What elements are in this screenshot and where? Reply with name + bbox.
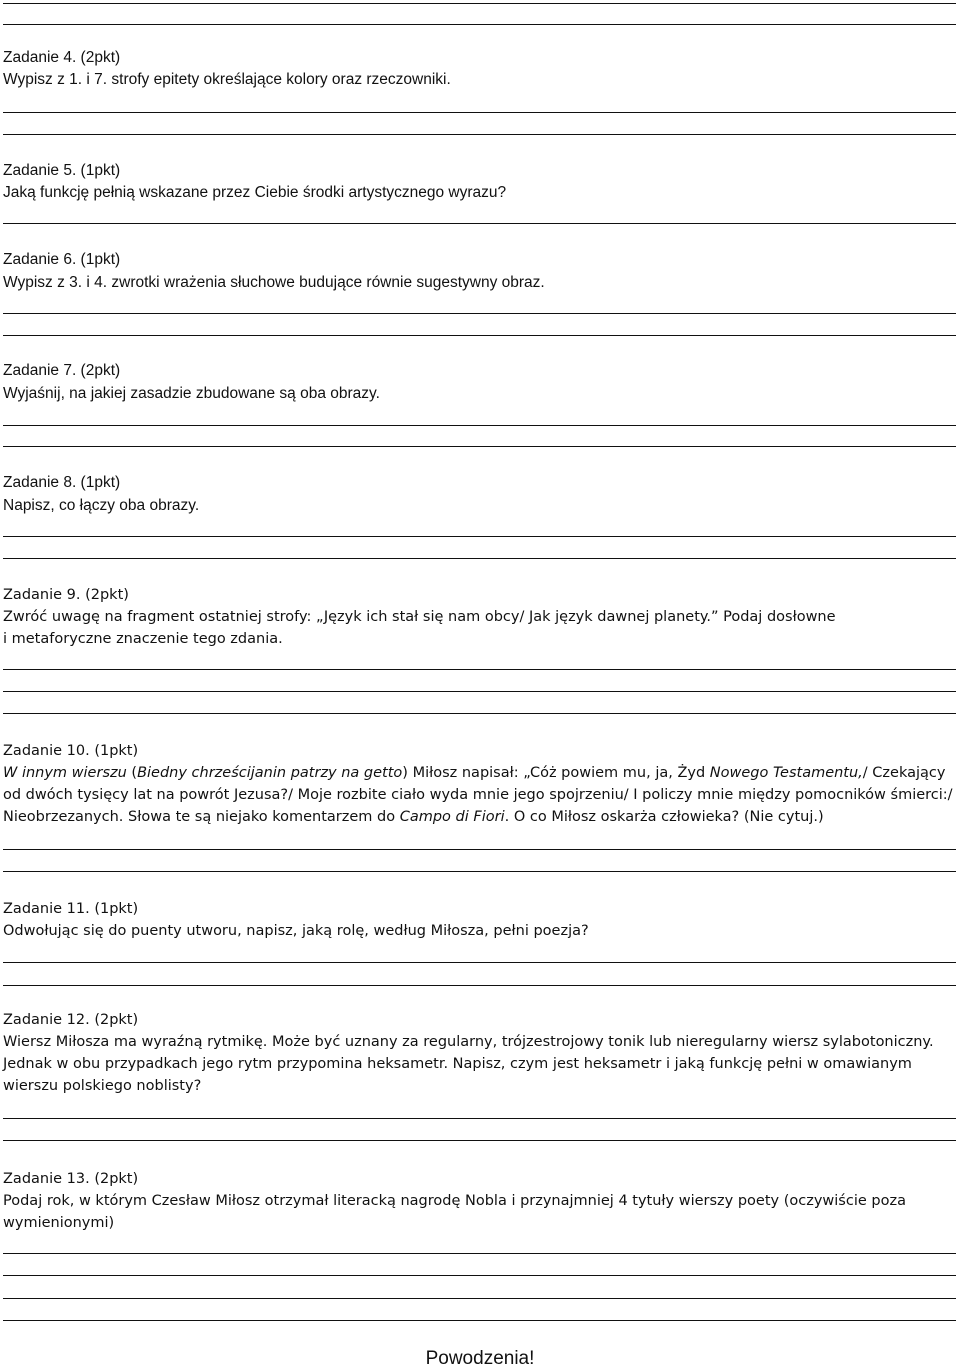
task-text: Zwróć uwagę na fragment ostatniej strofy: „Język ich stał się nam obcy/ Jak język dawnej planety.” Podaj dosłowne (3, 609, 836, 625)
task-heading: Zadanie 8. (1pkt) (3, 474, 121, 491)
task-heading: Zadanie 6. (1pkt) (3, 251, 121, 268)
answer-line (3, 1118, 956, 1119)
task-text: Wypisz z 1. i 7. strofy epitety określające kolory oraz rzeczowniki. (3, 71, 451, 88)
task-heading: Zadanie 4. (2pkt) (3, 49, 121, 66)
task-heading: Zadanie 10. (1pkt) (3, 743, 139, 759)
task-heading: Zadanie 11. (1pkt) (3, 901, 139, 917)
answer-line (3, 112, 956, 113)
task-text: Wypisz z 3. i 4. zwrotki wrażenia słuchowe budujące równie sugestywny obraz. (3, 274, 545, 291)
answer-line (3, 713, 956, 714)
answer-line (3, 691, 956, 692)
answer-line (3, 1320, 956, 1321)
answer-line (3, 962, 956, 963)
task-text: Napisz, co łączy oba obrazy. (3, 497, 200, 514)
task-text (3, 762, 956, 828)
task-text: i metaforyczne znaczenie tego zdania. (3, 631, 283, 647)
text-italic: Nowego Testamentu, (709, 765, 863, 781)
answer-line (3, 985, 956, 986)
task-heading: Zadanie 5. (1pkt) (3, 162, 121, 179)
answer-line (3, 134, 956, 135)
answer-line (3, 669, 956, 670)
task-text: Wiersz Miłosza ma wyraźną rytmikę. Może być uznany za regularny, trójzestrojowy tonik lub nieregularny wiersz sylabotoniczny. Jednak w obu przypadkach jego rytm przypomina heksametr. Napisz, czym jest heksametr i jaką funkcję pełni w omawianym wierszu polskiego noblisty? (3, 1034, 934, 1094)
answer-line (3, 1253, 956, 1254)
text-italic: Campo di Fiori (399, 809, 505, 825)
text-span: ( (126, 765, 138, 781)
task-heading: Zadanie 12. (2pkt) (3, 1012, 139, 1028)
text-span: . O co Miłosz oskarża człowieka? (Nie cytuj.) (504, 809, 824, 825)
task-heading: Zadanie 9. (2pkt) (3, 587, 129, 603)
answer-line (3, 536, 956, 537)
answer-line (3, 3, 956, 4)
answer-line (3, 849, 956, 850)
text-italic: W innym wierszu (3, 765, 127, 781)
answer-line (3, 313, 956, 314)
answer-line (3, 223, 956, 224)
answer-line (3, 1140, 956, 1141)
answer-line (3, 1298, 956, 1299)
task-heading: Zadanie 13. (2pkt) (3, 1171, 139, 1187)
answer-line (3, 446, 956, 447)
task-text: Wyjaśnij, na jakiej zasadzie zbudowane są oba obrazy. (3, 385, 380, 402)
task-text: Odwołując się do puenty utworu, napisz, jaką rolę, według Miłosza, pełni poezja? (3, 923, 589, 939)
answer-line (3, 24, 956, 25)
text-span: ) Miłosz napisał: „Cóż powiem mu, ja, Żyd (402, 765, 710, 781)
text-span: / Czekający od dwóch tysięcy lat na powrót Jezusa?/ Moje rozbite ciało wyda mnie jego spojrzeniu/ I policzy mnie między pomocników śmierci:/ Nieobrzezanych. Słowa te są niejako komentarzem do (3, 765, 953, 825)
text-italic: Biedny chrześcijanin patrzy na getto (137, 765, 403, 781)
task-text: Podaj rok, w którym Czesław Miłosz otrzymał literacką nagrodę Nobla i przynajmniej 4 tytuły wierszy poety (oczywiście poza wymienionymi) (3, 1193, 906, 1231)
answer-line (3, 558, 956, 559)
answer-line (3, 871, 956, 872)
footer-text: Powodzenia! (425, 1348, 535, 1369)
answer-line (3, 425, 956, 426)
answer-line (3, 1275, 956, 1276)
answer-line (3, 335, 956, 336)
task-heading: Zadanie 7. (2pkt) (3, 362, 121, 379)
task-text: Jaką funkcję pełnią wskazane przez Ciebie środki artystycznego wyrazu? (3, 184, 507, 201)
